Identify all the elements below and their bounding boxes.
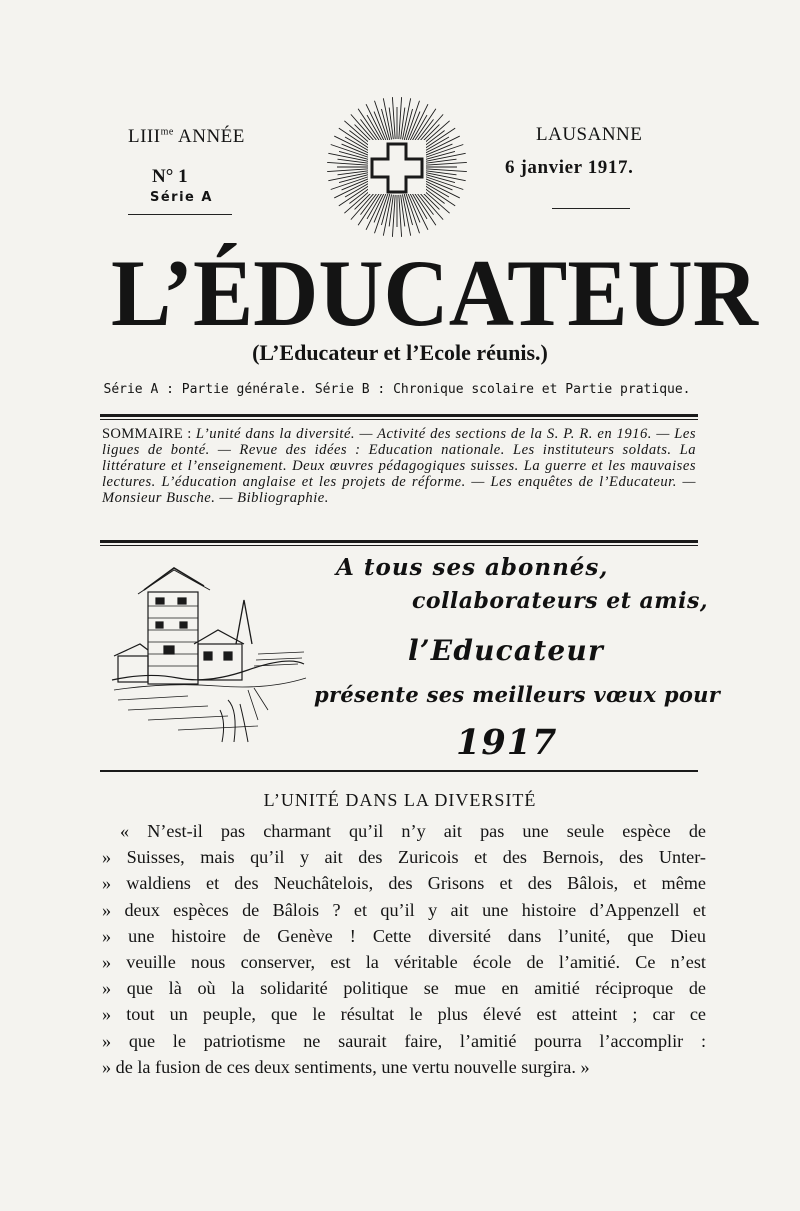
greeting-year: 1917 bbox=[456, 722, 558, 763]
divider-right bbox=[552, 208, 630, 209]
sunburst-ray bbox=[401, 195, 405, 227]
sunburst-ray bbox=[338, 171, 370, 175]
rule-top bbox=[100, 414, 698, 417]
city-label: LAUSANNE bbox=[536, 124, 643, 145]
greeting-line-3: l’Educateur bbox=[408, 634, 604, 667]
greeting-line-2: collaborateurs et amis, bbox=[412, 588, 708, 614]
article-title: L’UNITÉ DANS LA DIVERSITÉ bbox=[263, 790, 537, 810]
issue-number: N° 1 bbox=[152, 166, 188, 187]
issue-date: 6 janvier 1917. bbox=[505, 157, 634, 178]
sunburst-ray bbox=[389, 195, 393, 227]
article-line: « N’est-il pas charmant qu’il n’y ait pas une seule espèce de bbox=[120, 821, 706, 841]
sunburst-ray bbox=[338, 159, 370, 163]
series-description: Série A : Partie générale. Série B : Chronique scolaire et Partie pratique. bbox=[103, 382, 691, 397]
article-line: » waldiens et des Neuchâtelois, des Grisons et des Bâlois, et même bbox=[102, 873, 706, 894]
masthead-subtitle: (L’Educateur et l’Ecole réunis.) bbox=[252, 340, 548, 365]
greeting-line-1: A tous ses abonnés, bbox=[336, 554, 609, 581]
series-label: Série A bbox=[150, 190, 213, 205]
sunburst-ray bbox=[425, 171, 457, 175]
greeting-line-4: présente ses meilleurs vœux pour bbox=[314, 682, 721, 707]
sunburst-ray bbox=[389, 108, 393, 140]
chalet-illustration bbox=[108, 560, 308, 745]
article-line: » de la fusion de ces deux sentiments, une vertu nouvelle surgira. » bbox=[102, 1056, 590, 1077]
rule-bottom bbox=[100, 770, 698, 772]
article-line: » deux espèces de Bâlois ? et qu’il y ait une histoire d’Appenzell et bbox=[102, 899, 706, 920]
annee-label: $LIII^{me}$ ANNÉE bbox=[128, 126, 245, 147]
article-line: » que le patriotisme ne saurait faire, l’amitié pourra l’accomplir : bbox=[102, 1030, 706, 1051]
swiss-cross-emblem-icon bbox=[322, 92, 472, 242]
sommaire-text: L’unité dans la diversité. — Activité des sections de la S. P. R. en 1916. — Les ligues de bonté. — Revue des idées : Education nationale. Les instituteurs soldats. La littérature et l’enseignement. Deux œuvres pédagogiques suisses. La guerre et les mauvaises lectures. L’éducation anglaise et les projets de réforme. — Les enquêtes de l’Educateur. — Monsieur Busche. — Bibliographie. bbox=[102, 426, 696, 506]
sunburst-ray bbox=[401, 108, 405, 140]
sunburst-ray bbox=[425, 159, 457, 163]
sommaire-lead: SOMMAIRE : bbox=[102, 426, 196, 442]
divider-left bbox=[128, 214, 232, 215]
article-line: » que là où la solidarité politique se mue en amitié réciproque de bbox=[102, 978, 706, 999]
article-line: » Suisses, mais qu’il y ait des Zuricois et des Bernois, des Unter- bbox=[102, 847, 706, 868]
article-line: » tout un peuple, que le résultat le plus élevé est atteint ; car ce bbox=[102, 1004, 706, 1025]
article-line: » une histoire de Genève ! Cette diversité dans l’unité, que Dieu bbox=[102, 925, 706, 946]
rule-middle bbox=[100, 540, 698, 543]
masthead-title: L’ÉDUCATEUR bbox=[111, 240, 758, 346]
article-body bbox=[102, 818, 706, 1080]
table-of-contents bbox=[102, 426, 696, 506]
article-line: » veuille nous conserver, est la véritable école de l’amitié. Ce n’est bbox=[102, 951, 706, 972]
